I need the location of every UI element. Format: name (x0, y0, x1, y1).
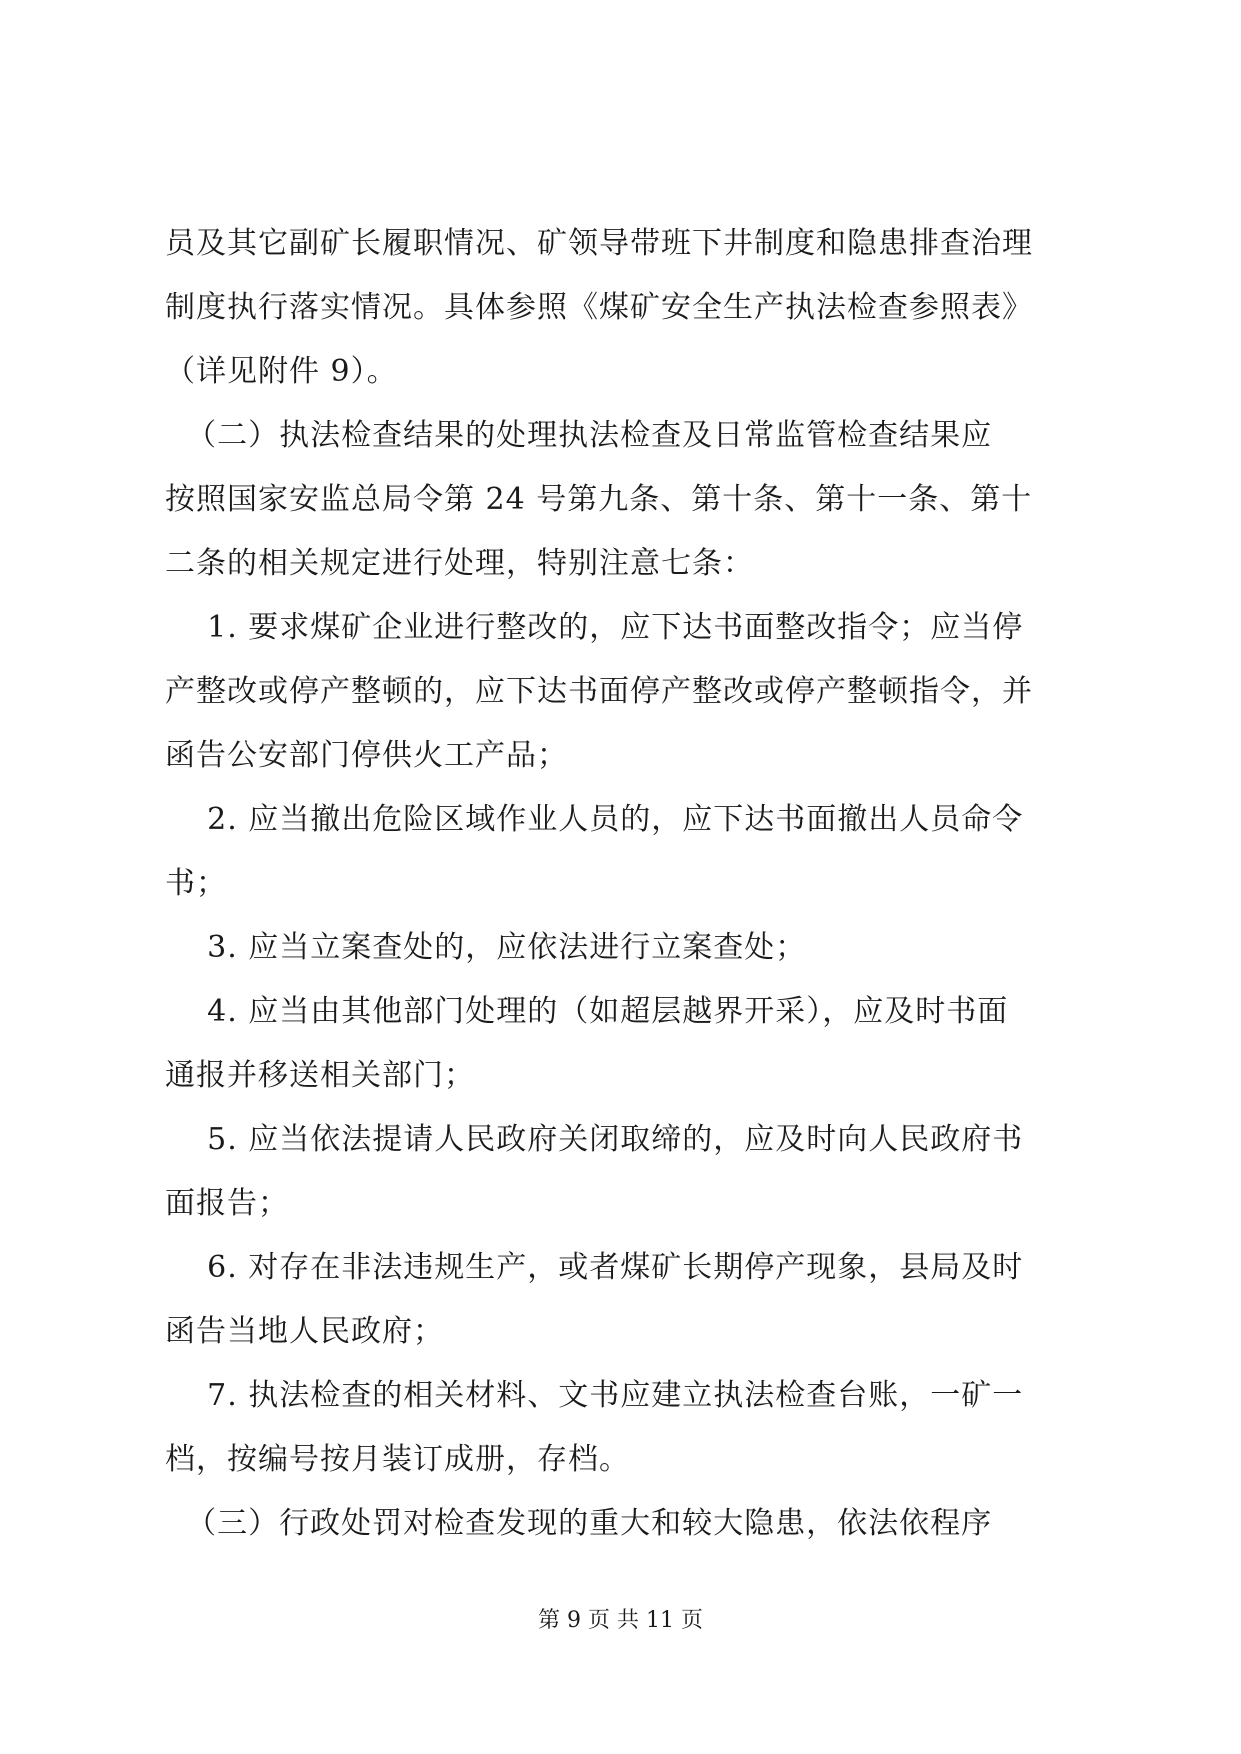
text-line: 二条的相关规定进行处理，特别注意七条： (165, 546, 754, 581)
text-line: 档，按编号按月装订成册，存档。 (165, 1442, 630, 1477)
section-heading-line: （三）行政处罚对检查发现的重大和较大隐患，依法依程序 (165, 1506, 993, 1541)
text-line: 函告当地人民政府； (165, 1314, 444, 1349)
text-line: 书； (165, 866, 227, 901)
text-line: 员及其它副矿长履职情况、矿领导带班下井制度和隐患排查治理 (165, 226, 1033, 261)
document-body (165, 228, 1080, 1572)
text-line: 通报并移送相关部门； (165, 1058, 475, 1093)
text-line: 产整改或停产整顿的，应下达书面停产整改或停产整顿指令，并 (165, 674, 1033, 709)
section-heading-line: （二）执法检查结果的处理执法检查及日常监管检查结果应 (165, 418, 993, 453)
list-item-line: 2. 应当撤出危险区域作业人员的，应下达书面撤出人员命令 (165, 802, 1024, 837)
list-item-line: 4. 应当由其他部门处理的（如超层越界开采），应及时书面 (165, 994, 1009, 1029)
list-item-line: 3. 应当立案查处的，应依法进行立案查处； (165, 930, 807, 965)
list-item-line: 7. 执法检查的相关材料、文书应建立执法检查台账，一矿一 (165, 1378, 1024, 1413)
text-line: 制度执行落实情况。具体参照《煤矿安全生产执法检查参照表》 (165, 290, 1033, 325)
text-line: 函告公安部门停供火工产品； (165, 738, 568, 773)
text-line: 面报告； (165, 1186, 289, 1221)
page-number-footer: 第 9 页 共 11 页 (538, 1608, 703, 1633)
text-line: （详见附件 9）。 (165, 354, 398, 389)
list-item-line: 1. 要求煤矿企业进行整改的，应下达书面整改指令；应当停 (165, 610, 1024, 645)
list-item-line: 6. 对存在非法违规生产，或者煤矿长期停产现象，县局及时 (165, 1250, 1024, 1285)
text-line: 按照国家安监总局令第 24 号第九条、第十条、第十一条、第十 (165, 482, 1033, 517)
list-item-line: 5. 应当依法提请人民政府关闭取缔的，应及时向人民政府书 (165, 1122, 1024, 1157)
